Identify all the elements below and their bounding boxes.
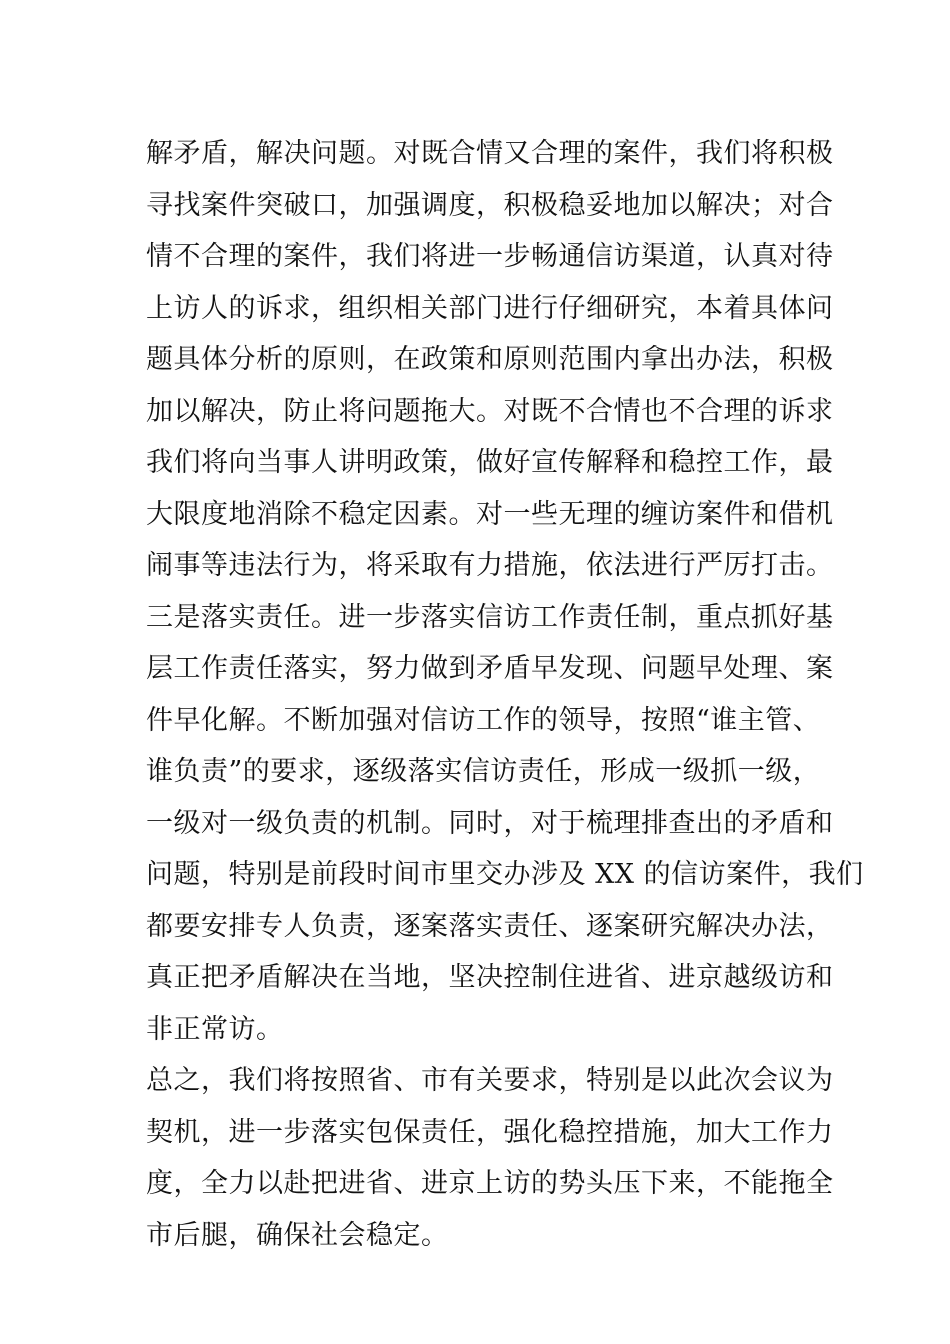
text-line: 层工作责任落实，努力做到矛盾早发现、问题早处理、案 — [146, 653, 834, 684]
text-line: 上访人的诉求，组织相关部门进行仔细研究，本着具体问 — [146, 292, 834, 324]
text-line: 情不合理的案件，我们将进一步畅通信访渠道，认真对待 — [146, 241, 834, 272]
paragraph — [146, 592, 864, 1056]
text-line: 题具体分析的原则，在政策和原则范围内拿出办法，积极 — [146, 344, 834, 375]
text-line: 解矛盾，解决问题。对既合情又合理的案件，我们将积极 — [146, 138, 834, 169]
text-line: 都要安排专人负责，逐案落实责任、逐案研究解决办法， — [146, 910, 834, 942]
text-line: 三是落实责任。进一步落实信访工作责任制，重点抓好基 — [146, 601, 834, 633]
document-body — [146, 128, 864, 1261]
text-line: 件早化解。不断加强对信访工作的领导，按照“谁主管、 — [146, 704, 821, 736]
text-line: 一级对一级负责的机制。同时，对于梳理排查出的矛盾和 — [146, 807, 834, 839]
text-line: 非正常访。 — [146, 1013, 284, 1045]
text-line: 谁负责”的要求，逐级落实信访责任，形成一级抓一级， — [146, 756, 821, 787]
paragraph — [146, 1055, 834, 1261]
text-line: 真正把矛盾解决在当地，坚决控制住进省、进京越级访和 — [146, 962, 834, 993]
text-line: 市后腿，确保社会稳定。 — [146, 1219, 449, 1251]
text-line: 加以解决，防止将问题拖大。对既不合情也不合理的诉求 — [146, 395, 834, 427]
text-line: 闹事等违法行为，将采取有力措施，依法进行严厉打击。 — [146, 550, 834, 581]
text-line: 大限度地消除不稳定因素。对一些无理的缠访案件和借机 — [146, 498, 834, 530]
text-line: 问题，特别是前段时间市里交办涉及 XX 的信访案件，我们 — [146, 859, 864, 890]
text-line: 我们将向当事人讲明政策，做好宣传解释和稳控工作，最 — [146, 447, 834, 478]
text-line: 度，全力以赴把进省、进京上访的势头压下来，不能拖全 — [146, 1168, 834, 1199]
text-line: 总之，我们将按照省、市有关要求，特别是以此次会议为 — [146, 1065, 834, 1096]
paragraph — [146, 128, 834, 592]
text-line: 寻找案件突破口，加强调度，积极稳妥地加以解决；对合 — [146, 189, 834, 221]
text-line: 契机，进一步落实包保责任，强化稳控措施，加大工作力 — [146, 1116, 834, 1148]
